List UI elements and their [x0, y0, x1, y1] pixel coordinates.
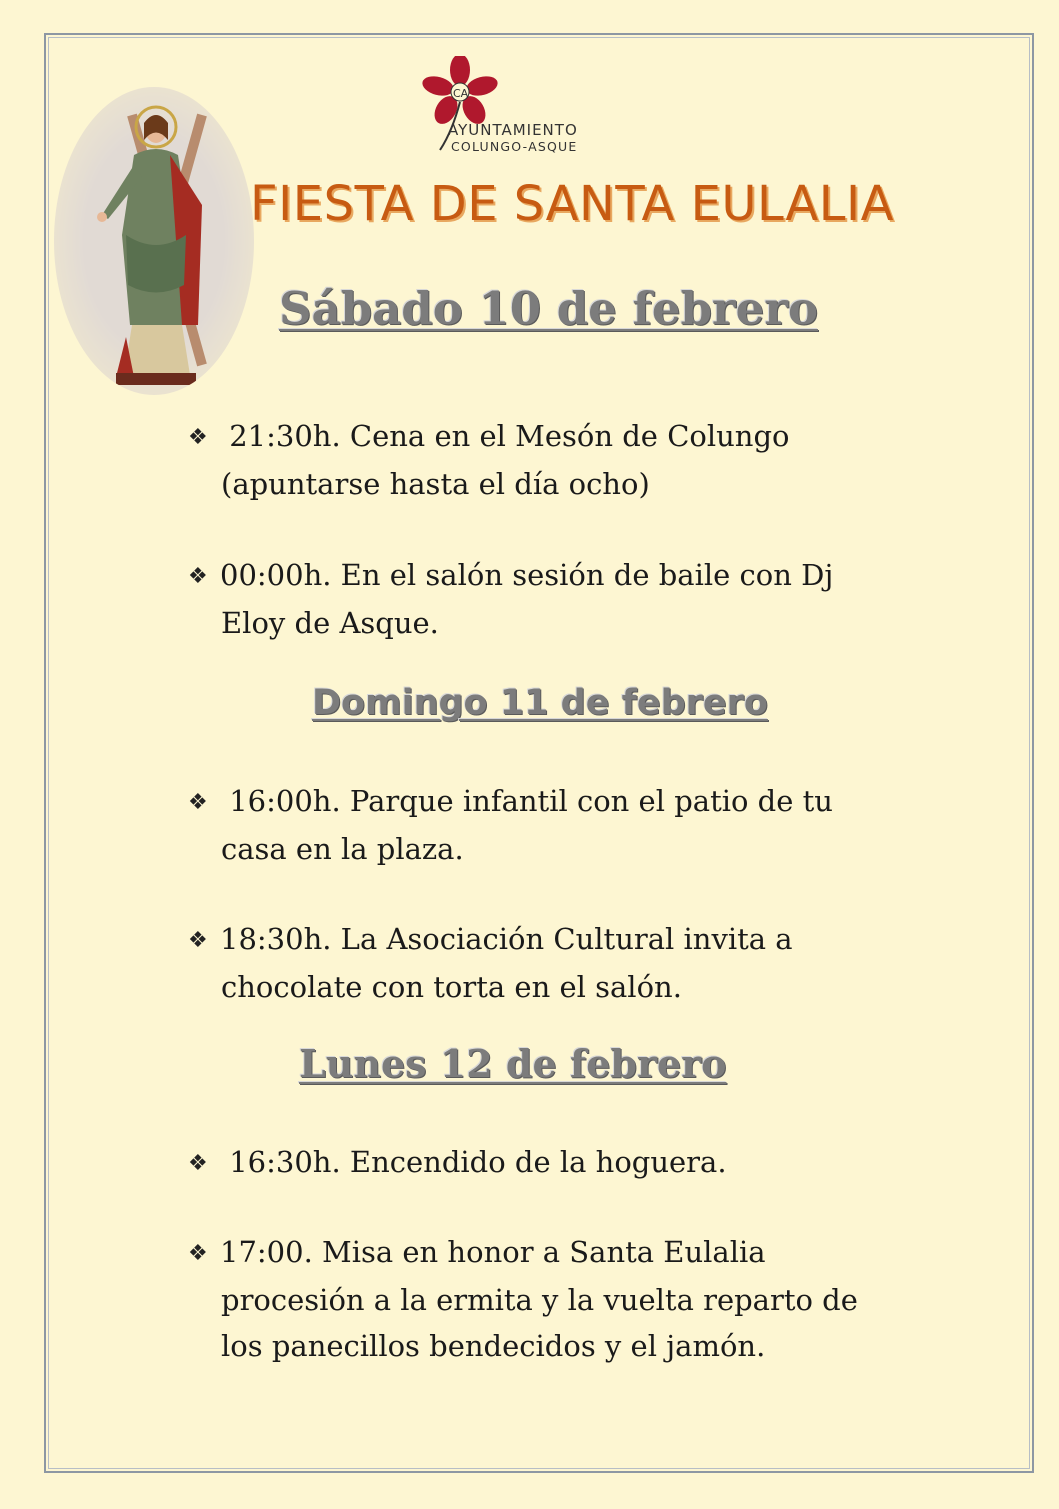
list-item — [188, 1139, 908, 1187]
day-heading-sunday: Domingo 11 de febrero — [312, 683, 768, 723]
diamond-bullet-icon: ❖ — [188, 564, 208, 589]
diamond-bullet-icon: ❖ — [188, 1241, 208, 1266]
item-text-continued: (apuntarse hasta el día ocho) — [221, 467, 650, 501]
list-item — [188, 916, 908, 1010]
list-item — [188, 413, 908, 507]
list-item — [188, 552, 908, 646]
item-text: 21:30h. Cena en el Mesón de Colungo — [220, 419, 790, 453]
logo-line1: AYUNTAMIENTO — [448, 121, 578, 139]
santa-eulalia-statue-image — [52, 85, 256, 397]
diamond-bullet-icon: ❖ — [188, 928, 208, 953]
item-text: 17:00. Misa en honor a Santa Eulalia — [220, 1235, 766, 1269]
item-text: 18:30h. La Asociación Cultural invita a — [220, 922, 793, 956]
item-text: 00:00h. En el salón sesión de baile con Dj — [220, 558, 834, 592]
item-text: 16:00h. Parque infantil con el patio de tu — [220, 784, 833, 818]
item-text-continued: casa en la plaza. — [221, 832, 464, 866]
logo-line2: COLUNGO-ASQUE — [451, 139, 578, 154]
diamond-bullet-icon: ❖ — [188, 1151, 208, 1176]
svg-text:CA: CA — [453, 87, 469, 100]
list-item — [188, 1229, 908, 1369]
item-text-continued: Eloy de Asque. — [221, 606, 439, 640]
diamond-bullet-icon: ❖ — [188, 425, 208, 450]
item-text-continued: procesión a la ermita y la vuelta reparto de — [221, 1283, 858, 1317]
item-text-continued: los panecillos bendecidos y el jamón. — [221, 1329, 766, 1363]
page-title: FIESTA DE SANTA EULALIA — [250, 176, 894, 232]
list-item — [188, 778, 908, 872]
day-heading-monday: Lunes 12 de febrero — [299, 1041, 727, 1086]
day-heading-saturday: Sábado 10 de febrero — [279, 282, 818, 335]
item-text: 16:30h. Encendido de la hoguera. — [220, 1145, 727, 1179]
item-text-continued: chocolate con torta en el salón. — [221, 970, 682, 1004]
diamond-bullet-icon: ❖ — [188, 790, 208, 815]
